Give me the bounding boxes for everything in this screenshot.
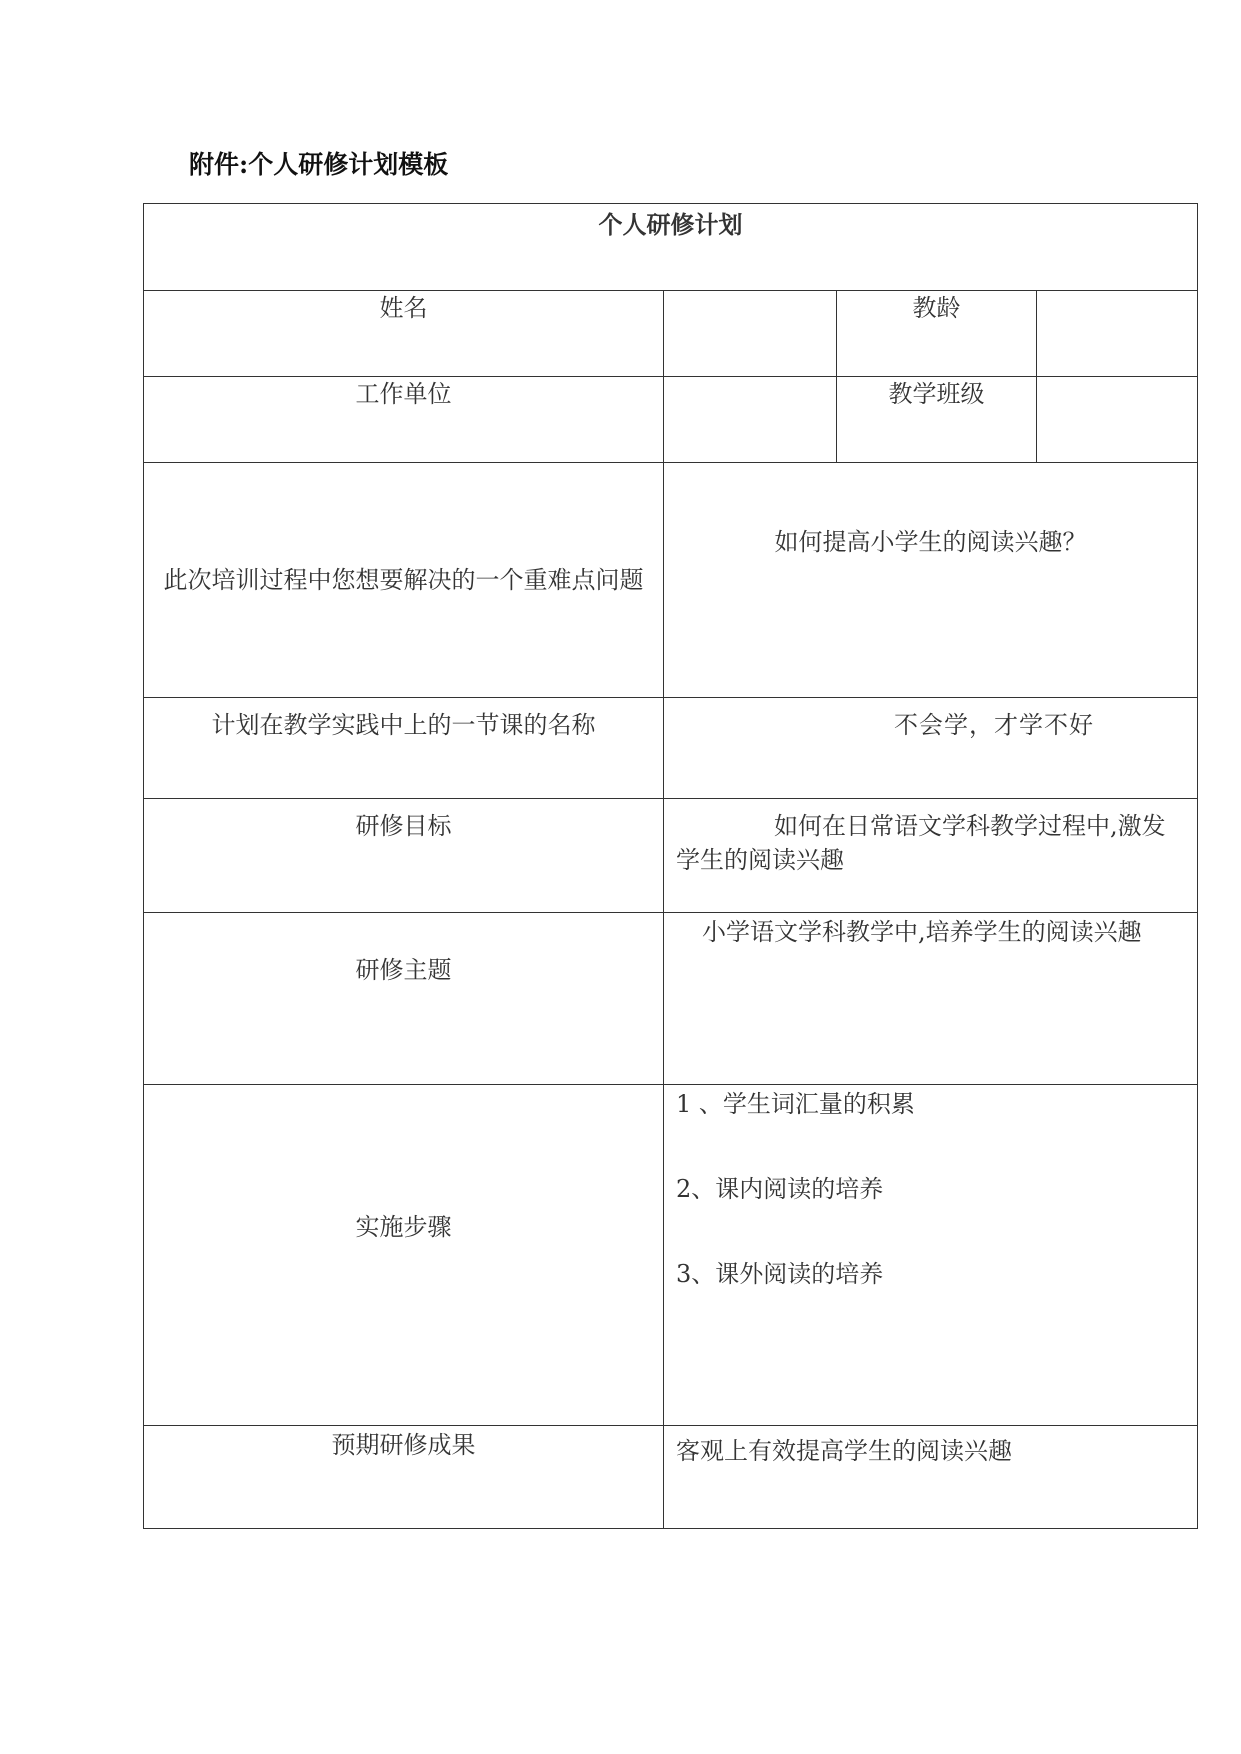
lesson-row bbox=[144, 698, 1198, 799]
class-value-cell[interactable] bbox=[1037, 377, 1198, 463]
goal-value-cell[interactable] bbox=[664, 799, 1198, 913]
goal-value: 如何在日常语文学科教学过程中,激发学生的阅读兴趣 bbox=[676, 812, 1166, 874]
steps-label: 实施步骤 bbox=[144, 1085, 664, 1426]
problem-value[interactable]: 如何提高小学生的阅读兴趣？ bbox=[664, 463, 1198, 698]
teaching-years-value-cell[interactable] bbox=[1037, 291, 1198, 377]
class-label: 教学班级 bbox=[837, 377, 1037, 463]
steps-row bbox=[144, 1085, 1198, 1426]
work-unit-row bbox=[144, 377, 1198, 463]
lesson-value[interactable]: 不会学，才学不好 bbox=[664, 698, 1198, 799]
step-item: 3、课外阅读的培养 bbox=[676, 1260, 884, 1288]
work-unit-value-cell[interactable] bbox=[664, 377, 837, 463]
lesson-label: 计划在教学实践中上的一节课的名称 bbox=[144, 698, 664, 799]
goal-label: 研修目标 bbox=[144, 799, 664, 913]
step-item: 1 、学生词汇量的积累 bbox=[676, 1090, 915, 1118]
study-plan-table bbox=[143, 203, 1198, 1529]
steps-cell[interactable] bbox=[664, 1085, 1198, 1426]
theme-value[interactable]: 小学语文学科教学中,培养学生的阅读兴趣 bbox=[664, 913, 1198, 1085]
outcome-value[interactable]: 客观上有效提高学生的阅读兴趣 bbox=[664, 1426, 1198, 1529]
theme-row bbox=[144, 913, 1198, 1085]
goal-row bbox=[144, 799, 1198, 913]
name-row bbox=[144, 291, 1198, 377]
problem-row bbox=[144, 463, 1198, 698]
name-label: 姓名 bbox=[144, 291, 664, 377]
theme-label: 研修主题 bbox=[144, 913, 664, 1085]
work-unit-label: 工作单位 bbox=[144, 377, 664, 463]
table-title: 个人研修计划 bbox=[144, 204, 1198, 291]
problem-label: 此次培训过程中您想要解决的一个重难点问题 bbox=[144, 463, 664, 698]
step-item: 2、课内阅读的培养 bbox=[676, 1175, 884, 1203]
teaching-years-label: 教龄 bbox=[837, 291, 1037, 377]
outcome-label: 预期研修成果 bbox=[144, 1426, 664, 1529]
document-heading: 附件:个人研修计划模板 bbox=[189, 150, 449, 179]
outcome-row bbox=[144, 1426, 1198, 1529]
title-row bbox=[144, 204, 1198, 291]
name-value-cell[interactable] bbox=[664, 291, 837, 377]
